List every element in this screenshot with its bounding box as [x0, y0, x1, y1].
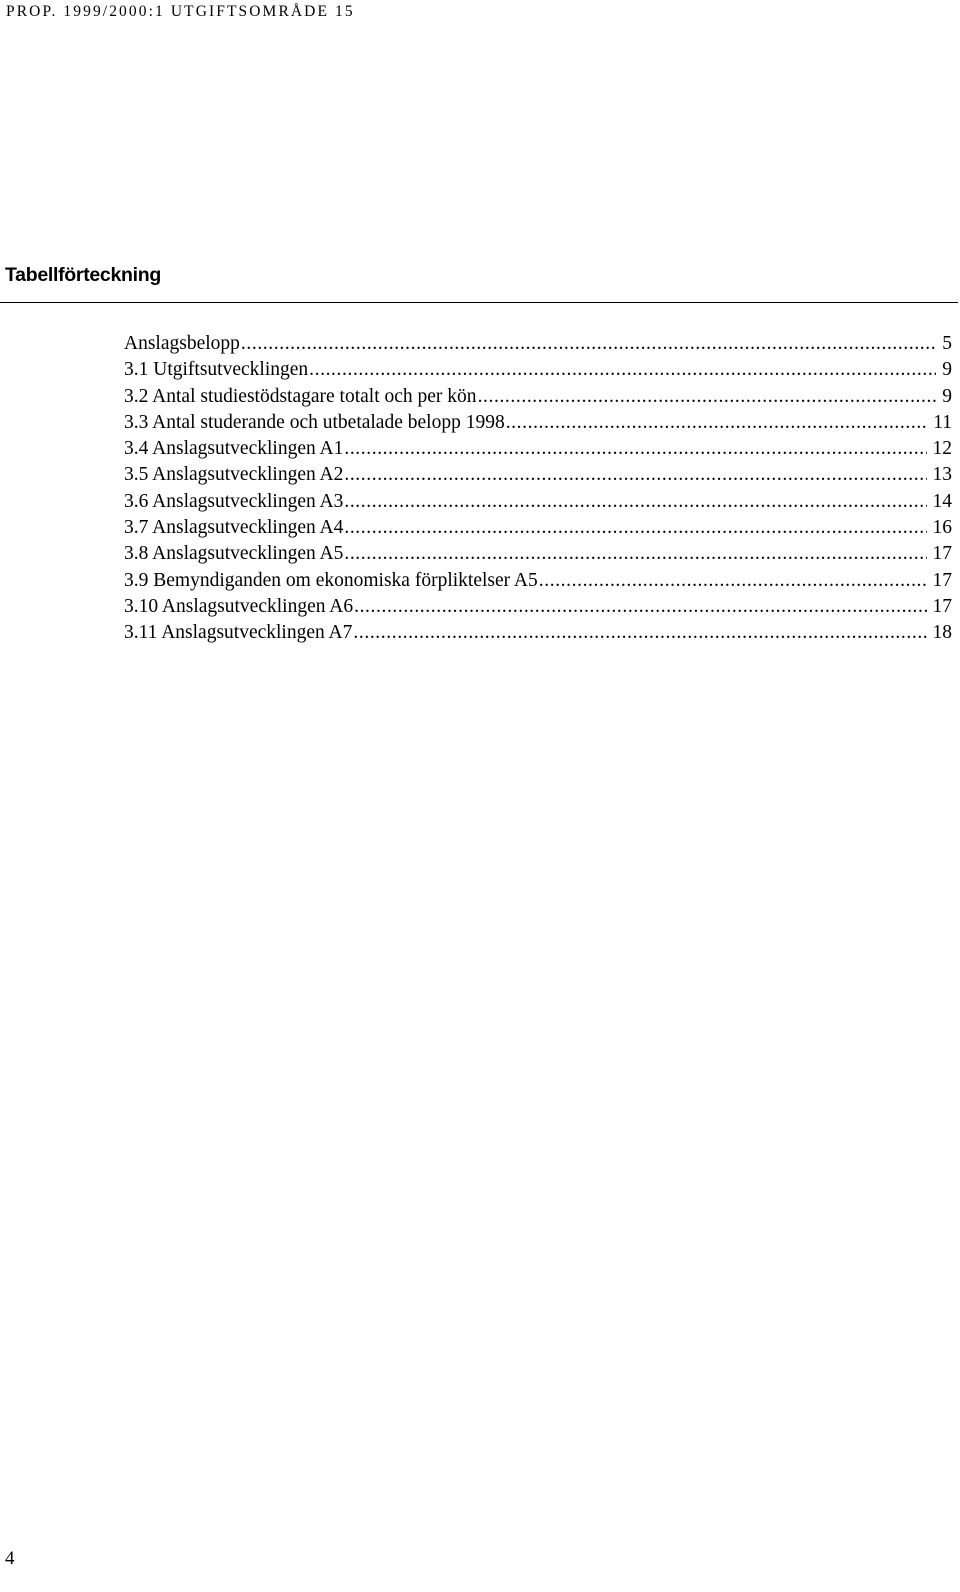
toc-entry[interactable]	[124, 515, 952, 541]
toc-leader-dots	[344, 462, 926, 488]
toc-entry[interactable]	[124, 541, 952, 567]
toc-entry[interactable]	[124, 436, 952, 462]
toc-entry-label: 3.6 Anslagsutvecklingen A3	[124, 490, 344, 512]
toc-entry[interactable]	[124, 410, 952, 436]
toc-leader-dots	[539, 568, 927, 594]
toc-leader-dots	[353, 620, 926, 646]
toc-leader-dots	[506, 410, 928, 436]
toc-leader-dots	[344, 489, 926, 515]
toc-entry[interactable]	[124, 620, 952, 646]
toc-entry-page: 9	[942, 359, 952, 381]
toc-leader-dots	[241, 331, 936, 357]
toc-entry-label: 3.8 Anslagsutvecklingen A5	[124, 543, 344, 565]
toc-entry[interactable]	[124, 489, 952, 515]
toc-entry-page: 5	[942, 333, 952, 354]
toc-entry-label: Anslagsbelopp	[124, 333, 240, 354]
toc-entry[interactable]	[124, 384, 952, 410]
toc-entry-label: 3.9 Bemyndiganden om ekonomiska förpliktelser A5	[124, 569, 538, 591]
toc-leader-dots	[478, 384, 937, 410]
toc-entry-page: 11	[933, 411, 952, 433]
toc-entry-page: 17	[932, 569, 952, 591]
toc-entry-page: 16	[932, 517, 952, 539]
running-header: PROP. 1999/2000:1 UTGIFTSOMRÅDE 15	[6, 3, 355, 20]
toc-entry-page: 9	[942, 385, 952, 407]
toc-leader-dots	[354, 594, 926, 620]
toc-leader-dots	[344, 515, 926, 541]
toc-entry[interactable]	[124, 331, 952, 357]
toc-entry-label: 3.1 Utgiftsutvecklingen	[124, 359, 309, 381]
section-heading: Tabellförteckning	[5, 264, 161, 286]
page-number: 4	[5, 1548, 15, 1569]
toc-entry-label: 3.5 Anslagsutvecklingen A2	[124, 464, 344, 486]
toc-entry[interactable]	[124, 594, 952, 620]
toc-entry[interactable]	[124, 462, 952, 488]
toc-leader-dots	[344, 541, 926, 567]
toc-entry-page: 17	[932, 595, 952, 617]
toc-entry-page: 12	[932, 438, 952, 460]
toc-entry-label: 3.7 Anslagsutvecklingen A4	[124, 517, 344, 539]
heading-divider	[0, 302, 958, 303]
toc-entry-page: 14	[932, 490, 952, 512]
toc-entry[interactable]	[124, 568, 952, 594]
toc-entry[interactable]	[124, 357, 952, 383]
table-of-tables	[124, 331, 952, 647]
toc-entry-label: 3.4 Anslagsutvecklingen A1	[124, 438, 344, 460]
toc-leader-dots	[309, 357, 936, 383]
toc-entry-page: 17	[932, 543, 952, 565]
toc-entry-page: 18	[932, 622, 952, 644]
toc-entry-page: 13	[932, 464, 952, 486]
toc-leader-dots	[344, 436, 926, 462]
toc-entry-label: 3.3 Antal studerande och utbetalade belopp 1998	[124, 411, 505, 433]
toc-entry-label: 3.10 Anslagsutvecklingen A6	[124, 595, 354, 617]
toc-entry-label: 3.2 Antal studiestödstagare totalt och per kön	[124, 385, 477, 407]
toc-entry-label: 3.11 Anslagsutvecklingen A7	[124, 622, 353, 644]
